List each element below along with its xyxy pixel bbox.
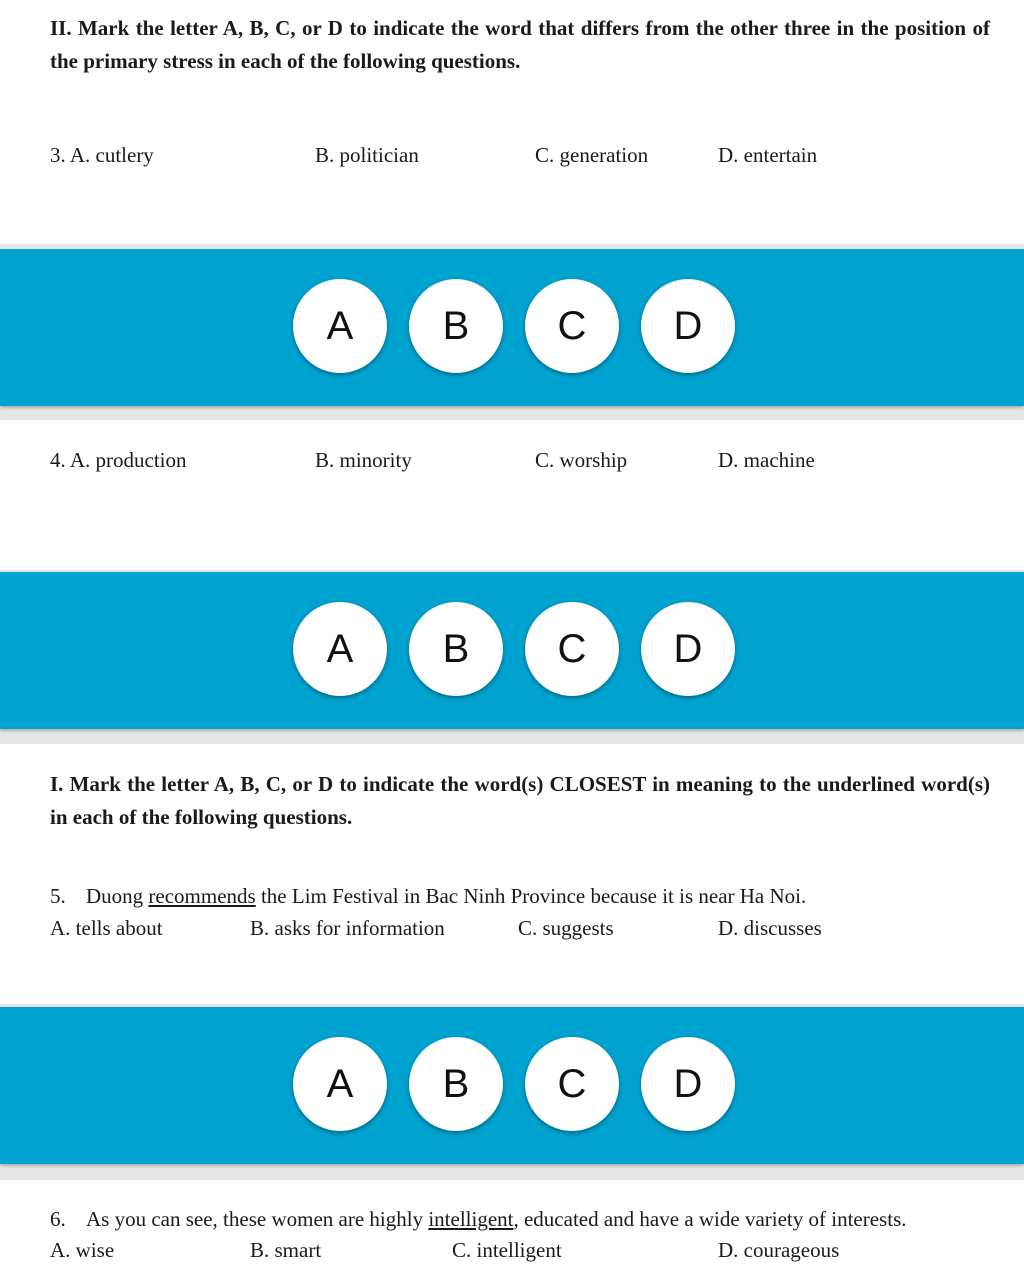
- q6-option-a: A. wise: [50, 1238, 115, 1262]
- q3-option-a: 3. A. cutlery: [50, 143, 154, 167]
- q5-option-c: C. suggests: [518, 916, 614, 940]
- answer-button-c[interactable]: C: [525, 1037, 619, 1131]
- answer-button-b[interactable]: B: [409, 1037, 503, 1131]
- q6-option-b: B. smart: [250, 1238, 322, 1262]
- q4-option-d: D. machine: [718, 448, 815, 472]
- q5-text-before: Duong: [86, 884, 149, 908]
- q5-option-a: A. tells about: [50, 916, 163, 940]
- q3-option-d: D. entertain: [718, 143, 818, 167]
- answer-button-a[interactable]: A: [293, 602, 387, 696]
- q6-option-d: D. courageous: [718, 1238, 840, 1262]
- q5-option-b: B. asks for information: [250, 916, 445, 940]
- answer-button-c[interactable]: C: [525, 279, 619, 373]
- question-card-5: [0, 744, 1024, 1004]
- answer-button-d[interactable]: D: [641, 279, 735, 373]
- section-heading-closest-meaning: I. Mark the letter A, B, C, or D to indicate the word(s) CLOSEST in meaning to the underlined word(s) in each of the following questions.: [50, 772, 990, 829]
- q5-question-text: [50, 883, 806, 909]
- q6-text-before: As you can see, these women are highly: [86, 1207, 429, 1231]
- answer-band-q3: [0, 249, 1024, 406]
- q5-option-d: D. discusses: [718, 916, 822, 940]
- answer-button-d[interactable]: D: [641, 602, 735, 696]
- q4-option-c: C. worship: [535, 448, 628, 472]
- answer-band-q5: [0, 1007, 1024, 1164]
- q6-option-c: C. intelligent: [452, 1238, 562, 1262]
- answer-button-a[interactable]: A: [293, 279, 387, 373]
- q6-question-text: [50, 1206, 907, 1232]
- q6-underlined-word: intelligent: [428, 1207, 514, 1231]
- q4-option-a: 4. A. production: [50, 448, 187, 472]
- q5-text-after: the Lim Festival in Bac Ninh Province because it is near Ha Noi.: [255, 884, 807, 908]
- question-card-4: [0, 420, 1024, 570]
- answer-band-q4: [0, 572, 1024, 729]
- answer-button-a[interactable]: A: [293, 1037, 387, 1131]
- q3-option-b: B. politician: [315, 143, 419, 167]
- q5-number: 5.: [50, 884, 66, 908]
- section-heading-stress: II. Mark the letter A, B, C, or D to indicate the word that differs from the other three in the position of the primary stress in each of the following questions.: [50, 16, 990, 73]
- q5-underlined-word: recommends: [148, 884, 256, 908]
- question-card-6: [0, 1180, 1024, 1280]
- answer-button-d[interactable]: D: [641, 1037, 735, 1131]
- question-card-3: [0, 0, 1024, 244]
- answer-button-b[interactable]: B: [409, 279, 503, 373]
- q6-number: 6.: [50, 1207, 66, 1231]
- answer-button-b[interactable]: B: [409, 602, 503, 696]
- q3-option-c: C. generation: [535, 143, 649, 167]
- answer-button-c[interactable]: C: [525, 602, 619, 696]
- q4-option-b: B. minority: [315, 448, 412, 472]
- q6-text-after: , educated and have a wide variety of interests.: [513, 1207, 907, 1231]
